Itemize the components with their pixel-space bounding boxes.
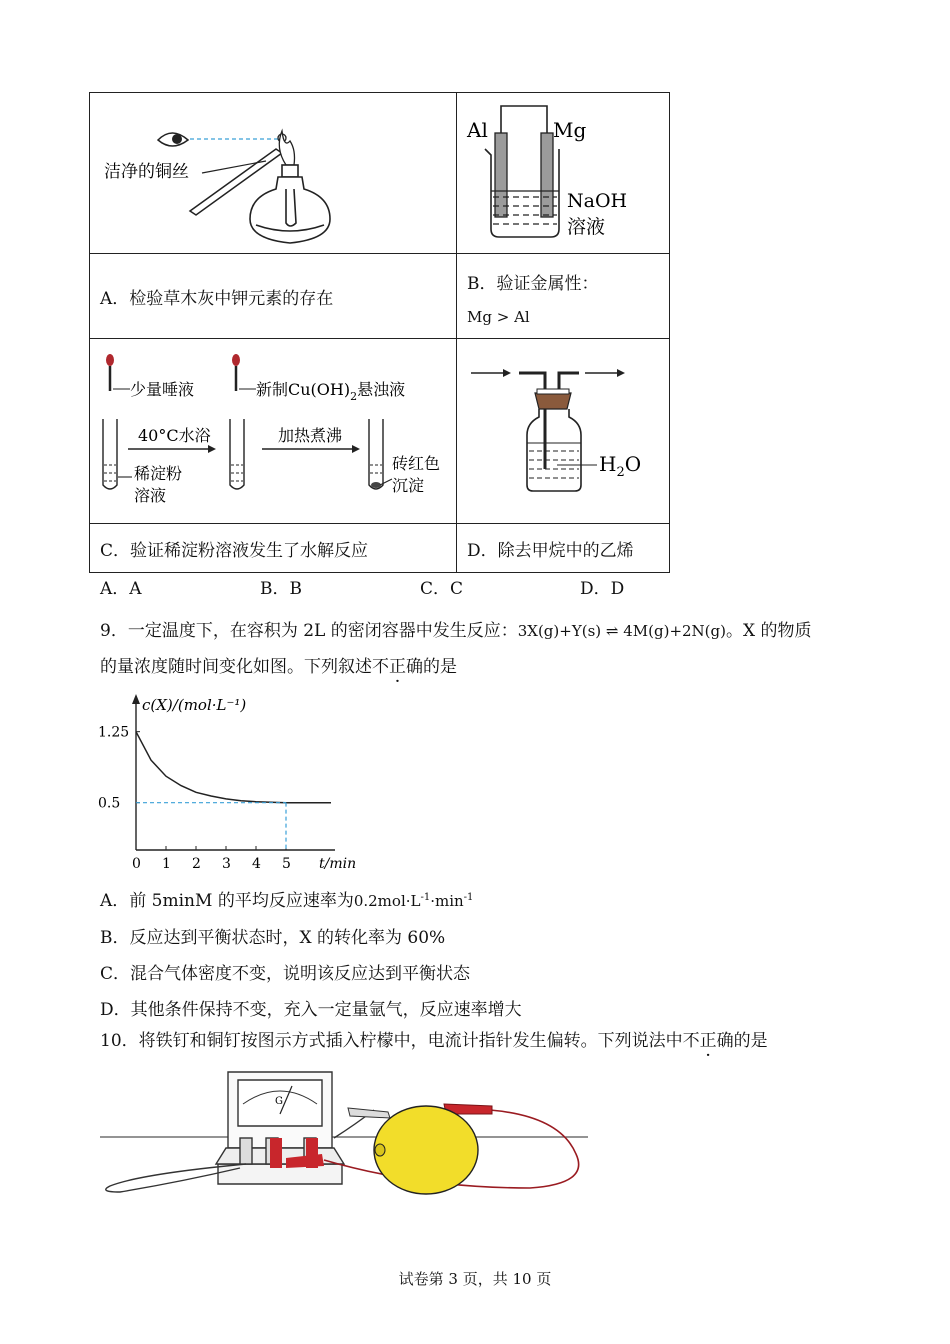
flame-test-figure [90,93,456,249]
cell-b-figure [457,93,670,254]
starch-hydrolysis-figure [90,339,456,519]
x-tick-label: 0 [132,856,141,872]
meter-letter: G [275,1096,283,1107]
q9-stem2-post: 的是 [423,657,457,677]
galvanic-cell-figure [457,93,669,249]
apparatus-table [89,92,670,573]
precipitate-label-2: 沉淀 [392,476,425,495]
q9-option-a: A．前 5minM 的平均反应速率为$0.2mol\cdot L^{-1}\cdot\min^{-1}$ [100,891,474,911]
starch-label-1: 稀淀粉 [134,464,183,483]
q10-stem: 10．将铁钉和铜钉按图示方式插入柠檬中，电流计指针发生偏转。下列说法中不正确的是 [100,1031,768,1051]
x-tick-label: 3 [222,856,231,872]
q9-emphasis: 不正确 [372,657,423,677]
concentration-chart [96,690,376,880]
lemon [374,1106,478,1194]
cell-d-caption [457,524,670,573]
x-tick-label: 5 [282,856,291,872]
q10-emphasis: 不正确 [682,1031,734,1051]
solution-label: 溶液 [567,216,606,238]
caption-b-line1: B．验证金属性： [467,273,599,294]
x-tick-label: 4 [252,856,261,872]
y-axis-arrow [132,694,140,704]
copper-wire-label: 洁净的铜丝 [104,162,189,182]
q9-stem-post: 。X 的物质 [726,621,812,641]
q8-option-d: D．D [580,579,625,599]
page-footer: 试卷第 3 页，共 10 页 [398,1270,552,1288]
x-axis-label: t/min [319,856,357,872]
precipitate-label-1: 砖红色 [392,454,441,473]
q9-stem2-pre: 的量浓度随时间变化如图。下列叙述 [100,657,372,677]
saliva-label: 少量唾液 [130,380,195,399]
q8-option-b: B．B [260,579,302,599]
q9-stem-line1 [100,616,812,641]
q9-option-b: B．反应达到平衡状态时，X 的转化率为 60% [100,928,446,948]
dropper-2 [232,354,240,391]
mg-label: Mg [553,118,587,142]
cell-c-figure [90,339,457,524]
cell-b-caption [457,254,670,339]
al-label: Al [467,118,488,142]
cell-a-caption [90,254,457,339]
q8-option-a: A．A [100,579,142,599]
q9-stem-line2 [100,652,457,677]
caption-a: A．检验草木灰中钾元素的存在 [100,288,334,309]
q9-stem-pre: 9．一定温度下，在容积为 2L 的密闭容器中发生反应： [100,621,518,641]
y-tick-label: 0.5 [98,795,121,812]
q8-option-c: C．C [420,579,464,599]
y-axis-label: c(X)/(mol·L⁻¹) [142,696,247,714]
cell-c-caption [90,524,457,573]
caption-b-line2: Mg > Al [467,307,530,326]
x-tick-label: 2 [192,856,201,872]
q9-option-c: C．混合气体密度不变，说明该反应达到平衡状态 [100,964,471,984]
water-label: $H_2O$ [599,452,642,480]
starch-label-2: 溶液 [134,486,167,505]
step2-label: 加热煮沸 [278,426,343,445]
naoh-label: NaOH [567,190,628,212]
cell-d-figure [457,339,670,524]
lemon-battery-figure [100,1064,600,1199]
q9-equation: 3X(g)+Y(s) ⇌ 4M(g)+2N(g) [517,622,726,640]
concentration-curve [136,732,331,803]
gas-wash-bottle-figure [457,339,669,519]
dropper-1 [106,354,114,391]
y-tick-label: 1.25 [98,724,130,741]
step1-label: 40°C水浴 [138,426,211,445]
caption-c: C．验证稀淀粉溶液发生了水解反应 [100,540,369,561]
caption-d: D．除去甲烷中的乙烯 [467,540,634,561]
q9-option-d: D．其他条件保持不变，充入一定量氩气，反应速率增大 [100,1000,522,1020]
cell-a-figure [90,93,457,254]
x-tick-label: 1 [162,856,171,872]
cuoh2-label: 新制$Cu(OH)_2$悬浊液 [256,380,406,403]
